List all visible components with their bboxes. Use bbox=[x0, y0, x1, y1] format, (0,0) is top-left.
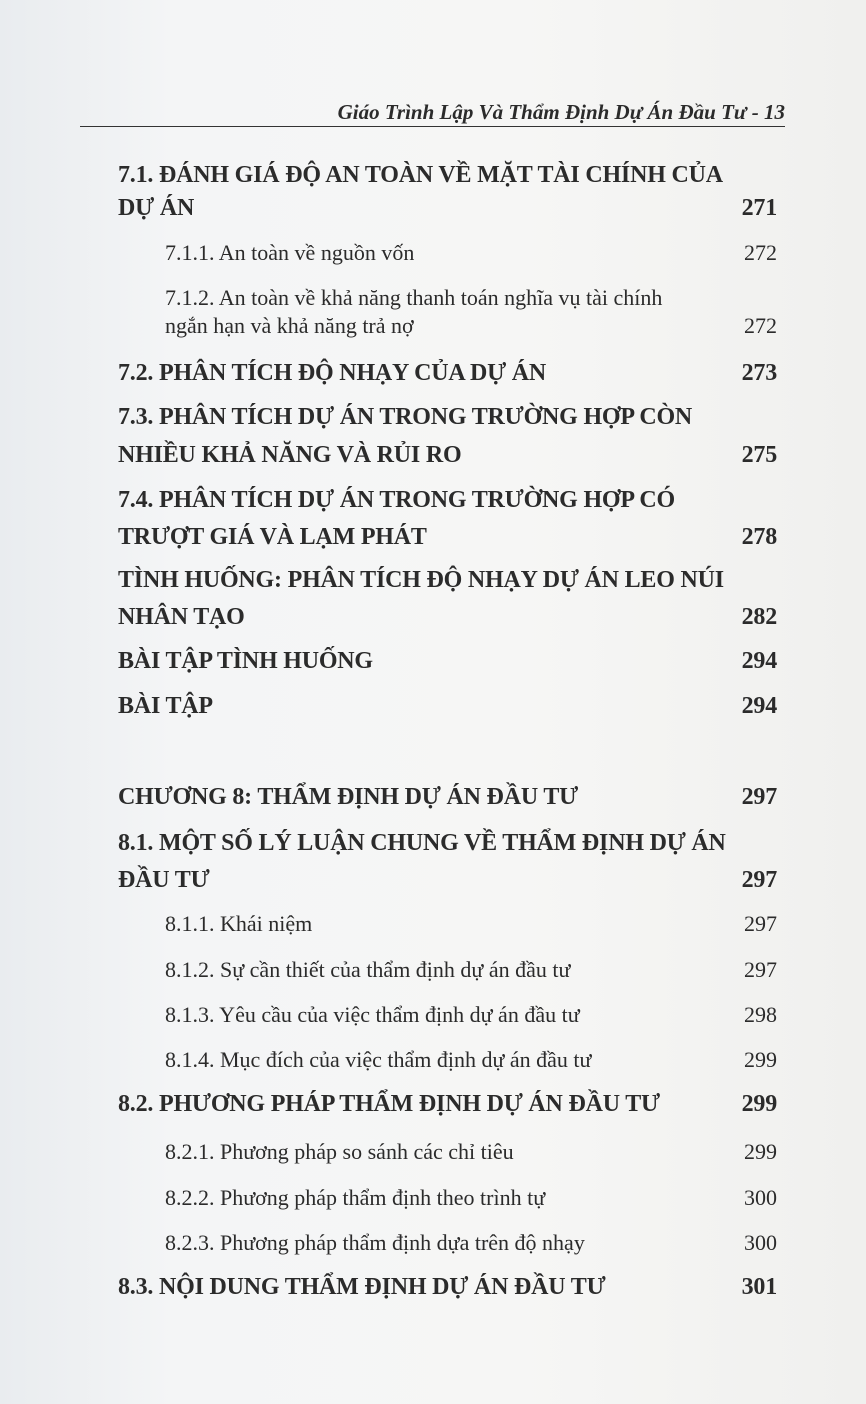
entry-title: ngắn hạn và khả năng trả nợ bbox=[165, 313, 414, 338]
page-number: 297 bbox=[741, 784, 777, 810]
toc-entry-8-1-2 bbox=[165, 953, 777, 987]
entry-title: 7.4. PHÂN TÍCH DỰ ÁN TRONG TRƯỜNG HỢP CÓ bbox=[118, 487, 675, 513]
entry-title: 8.1. MỘT SỐ LÝ LUẬN CHUNG VỀ THẨM ĐỊNH DỰ ÁN bbox=[118, 830, 726, 856]
toc-entry-8-1 bbox=[118, 826, 777, 860]
page-number: 298 bbox=[744, 1002, 777, 1027]
page-number: 297 bbox=[744, 957, 777, 982]
page-number: 297 bbox=[744, 911, 777, 936]
entry-title: 7.1.2. An toàn về khả năng thanh toán nghĩa vụ tài chính bbox=[165, 285, 663, 310]
entry-title: NHÂN TẠO bbox=[118, 604, 245, 630]
entry-title: CHƯƠNG 8: THẨM ĐỊNH DỰ ÁN ĐẦU TƯ bbox=[118, 784, 579, 810]
toc-entry-7-1-1 bbox=[165, 236, 777, 270]
toc-entry-8-1-3 bbox=[165, 998, 777, 1032]
toc-entry-7-4 bbox=[118, 483, 777, 517]
toc-entry-8-1-4 bbox=[165, 1043, 777, 1077]
entry-title: 8.2. PHƯƠNG PHÁP THẨM ĐỊNH DỰ ÁN ĐẦU TƯ bbox=[118, 1091, 660, 1117]
page-number: 282 bbox=[741, 604, 777, 630]
page-number: 300 bbox=[744, 1230, 777, 1255]
entry-title: BÀI TẬP bbox=[118, 693, 213, 719]
toc-entry-8-2-3 bbox=[165, 1226, 777, 1260]
page-number: 275 bbox=[741, 442, 777, 468]
page-number: 272 bbox=[744, 240, 777, 265]
page-number: 273 bbox=[741, 360, 777, 386]
entry-title: 8.1.2. Sự cần thiết của thẩm định dự án đầu tư bbox=[165, 957, 571, 982]
toc-entry-8-2-1 bbox=[165, 1135, 777, 1169]
entry-title: ĐẦU TƯ bbox=[118, 867, 210, 893]
toc-entry-8-1-cont bbox=[118, 863, 777, 897]
toc-entry-7-3 bbox=[118, 400, 777, 434]
toc-entry-7-2 bbox=[118, 356, 777, 390]
toc-entry-8-2-2 bbox=[165, 1181, 777, 1215]
page-number: 271 bbox=[741, 195, 777, 221]
page-number: 294 bbox=[741, 648, 777, 674]
toc-entry-7-1-2-cont bbox=[165, 309, 777, 343]
entry-title: 7.1.1. An toàn về nguồn vốn bbox=[165, 240, 415, 265]
toc-entry-8-3 bbox=[118, 1270, 777, 1304]
toc-entry-7-4-cont bbox=[118, 520, 777, 554]
entry-title: 8.1.4. Mục đích của việc thẩm định dự án đầu tư bbox=[165, 1047, 592, 1072]
running-header: Giáo Trình Lập Và Thẩm Định Dự Án Đầu Tư - 13 bbox=[80, 100, 785, 127]
entry-title: DỰ ÁN bbox=[118, 195, 195, 221]
entry-title: 8.3. NỘI DUNG THẨM ĐỊNH DỰ ÁN ĐẦU TƯ bbox=[118, 1274, 606, 1300]
entry-title: 8.2.3. Phương pháp thẩm định dựa trên độ nhạy bbox=[165, 1230, 585, 1255]
toc-entry-chapter-8 bbox=[118, 780, 777, 814]
toc-entry-7-1 bbox=[118, 158, 777, 192]
toc-entry-7-1-cont bbox=[118, 191, 777, 225]
toc-entry-7-3-cont bbox=[118, 438, 777, 472]
page-number: 278 bbox=[741, 524, 777, 550]
page-number: 300 bbox=[744, 1185, 777, 1210]
entry-title: 8.1.3. Yêu cầu của việc thẩm định dự án đầu tư bbox=[165, 1002, 580, 1027]
entry-title: BÀI TẬP TÌNH HUỐNG bbox=[118, 648, 373, 674]
toc-entry-case-exercises bbox=[118, 644, 777, 678]
entry-title: 7.2. PHÂN TÍCH ĐỘ NHẠY CỦA DỰ ÁN bbox=[118, 360, 547, 386]
entry-title: TRƯỢT GIÁ VÀ LẠM PHÁT bbox=[118, 524, 427, 550]
page-number: 299 bbox=[744, 1047, 777, 1072]
entry-title: NHIỀU KHẢ NĂNG VÀ RỦI RO bbox=[118, 442, 462, 468]
entry-title: 8.1.1. Khái niệm bbox=[165, 911, 313, 936]
page-number: 299 bbox=[741, 1091, 777, 1117]
toc-entry-8-2 bbox=[118, 1087, 777, 1121]
entry-title: 8.2.2. Phương pháp thẩm định theo trình tự bbox=[165, 1185, 546, 1210]
page-number: 294 bbox=[741, 693, 777, 719]
page-number: 297 bbox=[741, 867, 777, 893]
entry-title: 7.3. PHÂN TÍCH DỰ ÁN TRONG TRƯỜNG HỢP CÒN bbox=[118, 404, 693, 430]
toc-entry-case-study bbox=[118, 563, 777, 597]
page-number: 299 bbox=[744, 1139, 777, 1164]
page-number: 272 bbox=[744, 313, 777, 338]
entry-title: 7.1. ĐÁNH GIÁ ĐỘ AN TOÀN VỀ MẶT TÀI CHÍNH CỦA bbox=[118, 162, 723, 188]
entry-title: 8.2.1. Phương pháp so sánh các chỉ tiêu bbox=[165, 1139, 514, 1164]
toc-entry-exercises bbox=[118, 689, 777, 723]
toc-entry-8-1-1 bbox=[165, 907, 777, 941]
page-number: 301 bbox=[741, 1274, 777, 1300]
entry-title: TÌNH HUỐNG: PHÂN TÍCH ĐỘ NHẠY DỰ ÁN LEO NÚI bbox=[118, 567, 724, 593]
toc-entry-case-study-cont bbox=[118, 600, 777, 634]
